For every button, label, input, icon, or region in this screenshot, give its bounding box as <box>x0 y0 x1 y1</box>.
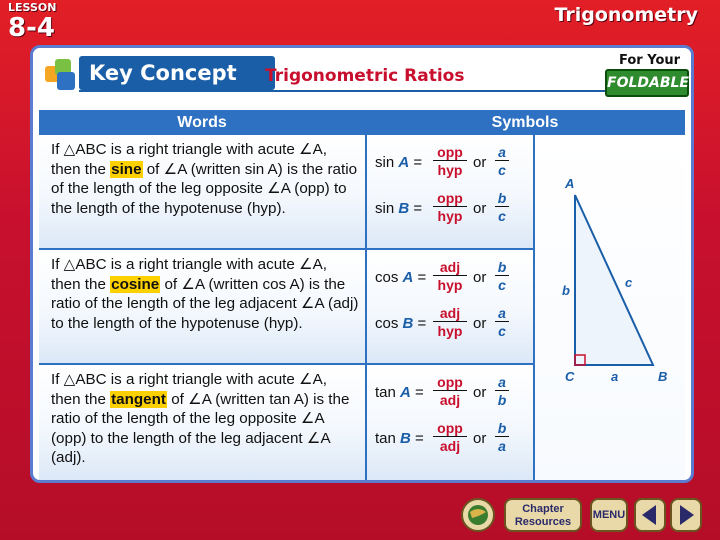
angle-variable: A <box>400 384 411 401</box>
numerator: adj <box>433 304 467 322</box>
formula-line <box>375 143 535 181</box>
header-rule <box>79 90 679 92</box>
lesson-badge <box>8 2 70 46</box>
words-text: If △ABC is a right triangle with acute ∠A, then the <box>51 371 328 408</box>
angle-variable: A <box>402 269 414 286</box>
letter-fraction <box>495 304 509 340</box>
denominator: c <box>498 323 506 339</box>
lesson-label: LESSON <box>8 1 57 14</box>
words-text: If △ABC is a right triangle with acute ∠A, then the <box>51 256 328 293</box>
denominator: c <box>498 208 506 224</box>
formula-line <box>375 373 535 411</box>
formula-line <box>375 419 535 457</box>
row-words <box>51 140 359 218</box>
angle-variable: B <box>400 430 411 447</box>
keyword-sine: sine <box>111 160 142 178</box>
key-concept-panel <box>30 45 694 483</box>
next-button[interactable] <box>670 498 702 532</box>
table-header <box>39 110 685 135</box>
formula-lhs: tan B = <box>375 430 424 447</box>
denominator: hyp <box>437 208 463 224</box>
row-words <box>51 370 359 468</box>
numerator: b <box>495 189 509 207</box>
words-text: If △ABC is a right triangle with acute ∠A, then the <box>51 141 328 178</box>
word-fraction <box>433 373 467 409</box>
keyword-cosine: cosine <box>111 275 160 293</box>
word-fraction <box>433 304 467 340</box>
numerator: opp <box>433 143 467 161</box>
or-text: or <box>473 269 487 286</box>
or-text: or <box>473 154 487 171</box>
menu-button[interactable]: MENU <box>590 498 628 532</box>
formula-lhs: sin B = <box>375 200 423 217</box>
numerator: a <box>495 373 509 391</box>
function-name: cos <box>375 315 399 332</box>
numerator: opp <box>433 373 467 391</box>
triangle-diagram <box>535 135 685 480</box>
panel-header <box>33 48 691 108</box>
formula-line <box>375 258 535 296</box>
letter-fraction <box>495 258 509 294</box>
formula-lhs: cos B = <box>375 315 427 332</box>
words-column-header: Words <box>177 114 227 131</box>
symbols-cell-cosine <box>365 250 535 365</box>
angle-variable: B <box>398 200 410 217</box>
words-text: of ∠A (written sin A) is the ratio of the length of the leg opposite ∠A (opp) to the length of the hypotenuse (hyp). <box>51 160 358 217</box>
topic-title: Trigonometric Ratios <box>265 66 465 86</box>
denominator: b <box>497 392 507 408</box>
triangle-figure <box>535 135 685 480</box>
numerator: a <box>495 304 509 322</box>
formula-line <box>375 189 535 227</box>
function-name: tan <box>375 430 396 447</box>
foldable-brand-label: FOLDABLE <box>605 69 689 97</box>
angle-variable: B <box>402 315 414 332</box>
side-c-label: c <box>625 275 633 290</box>
denominator: c <box>498 162 506 178</box>
arrow-left-icon <box>636 500 664 530</box>
row-words <box>51 255 359 333</box>
formula-lhs: tan A = <box>375 384 424 401</box>
letter-fraction <box>495 373 509 409</box>
formula-line <box>375 304 535 342</box>
or-text: or <box>473 384 487 401</box>
letter-fraction <box>495 143 509 179</box>
words-text: of ∠A (written cos A) is the ratio of the length of the leg adjacent ∠A (adj) to the length of the hypotenuse (hyp). <box>51 275 359 332</box>
foldable-top-label: For Your <box>619 53 681 68</box>
word-fraction <box>433 258 467 294</box>
chapter-resources-button[interactable]: Chapter Resources <box>504 498 582 532</box>
function-name: cos <box>375 269 399 286</box>
vertex-b-label: B <box>658 369 668 384</box>
numerator: a <box>495 143 509 161</box>
symbols-cell-tangent <box>365 365 535 480</box>
vertex-c-label: C <box>565 369 575 384</box>
formula-lhs: sin A = <box>375 154 423 171</box>
side-a-label: a <box>611 369 619 384</box>
denominator: a <box>498 438 506 454</box>
function-name: sin <box>375 154 395 171</box>
table-row-sine <box>39 135 365 250</box>
table-row-tangent <box>39 365 365 480</box>
numerator: adj <box>433 258 467 276</box>
denominator: hyp <box>437 323 463 339</box>
symbols-column-header: Symbols <box>491 114 559 131</box>
denominator: hyp <box>437 277 463 293</box>
word-fraction <box>433 143 467 179</box>
ratios-table <box>39 110 685 480</box>
numerator: b <box>495 419 509 437</box>
denominator: adj <box>439 438 461 454</box>
or-text: or <box>473 315 487 332</box>
numerator: opp <box>433 189 467 207</box>
previous-button[interactable] <box>634 498 666 532</box>
function-name: sin <box>375 200 395 217</box>
keyword-tangent: tangent <box>111 390 166 408</box>
function-name: tan <box>375 384 396 401</box>
symbols-cell-sine <box>365 135 535 250</box>
word-fraction <box>433 189 467 225</box>
right-triangle <box>575 195 653 365</box>
angle-variable: A <box>398 154 410 171</box>
or-text: or <box>473 430 487 447</box>
globe-icon[interactable] <box>460 496 496 534</box>
denominator: c <box>498 277 506 293</box>
key-concept-tab: Key Concept <box>79 56 275 90</box>
side-b-label: b <box>562 283 570 298</box>
key-concept-icon <box>43 56 81 94</box>
course-title: Trigonometry <box>554 4 698 26</box>
words-text: of ∠A (written tan A) is the ratio of the length of the leg opposite ∠A (opp) to the length of the leg adjacent ∠A (adj). <box>51 390 350 467</box>
or-text: or <box>473 200 487 217</box>
vertex-a-label: A <box>565 176 575 191</box>
table-row-cosine <box>39 250 365 365</box>
foldable-badge <box>605 53 693 101</box>
letter-fraction <box>495 189 509 225</box>
word-fraction <box>433 419 467 455</box>
denominator: hyp <box>437 162 463 178</box>
lesson-number: 8-4 <box>8 13 55 43</box>
denominator: adj <box>439 392 461 408</box>
numerator: b <box>495 258 509 276</box>
letter-fraction <box>495 419 509 455</box>
arrow-right-icon <box>672 500 700 530</box>
numerator: opp <box>433 419 467 437</box>
formula-lhs: cos A = <box>375 269 427 286</box>
